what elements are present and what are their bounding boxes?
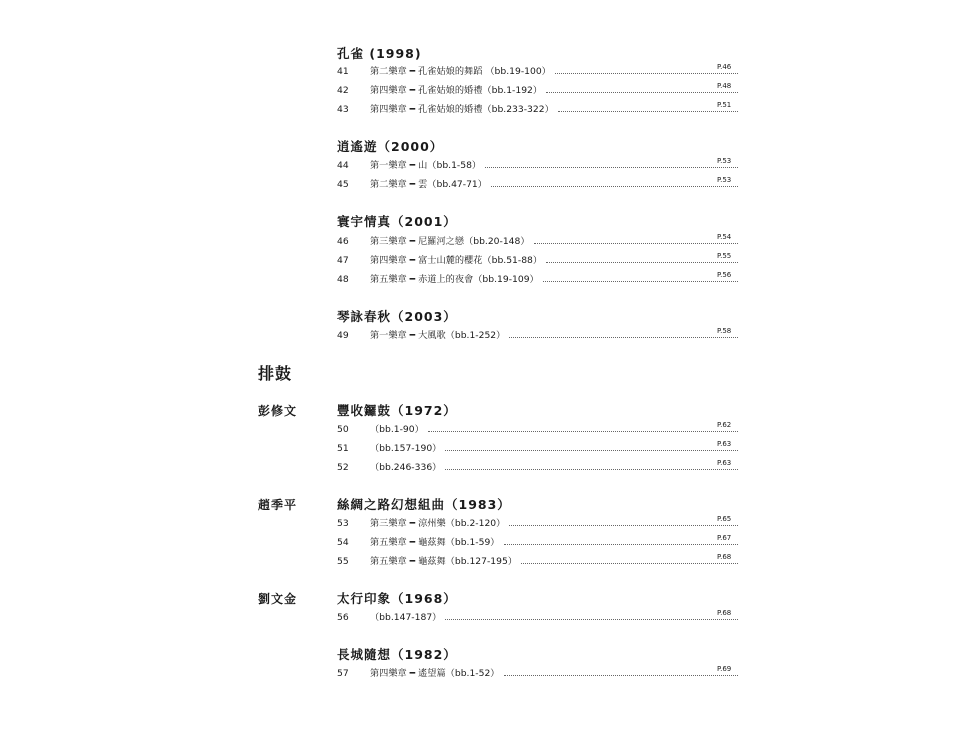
dot-leader <box>546 262 738 263</box>
page-reference: P.55 <box>717 252 732 260</box>
entry-number: 48 <box>337 274 349 285</box>
toc-entry[interactable] <box>337 159 737 172</box>
entry-label: 第三樂章 ━ 涼州樂（bb.2-120） <box>370 518 506 529</box>
page-reference: P.63 <box>717 440 732 448</box>
work-title: 逍遙遊（2000） <box>337 139 444 154</box>
toc-entry[interactable] <box>337 536 737 549</box>
composer-name: 劉文金 <box>258 592 298 606</box>
entry-label: 第二樂章 ━ 孔雀姑娘的舞蹈 （bb.19-100） <box>370 66 551 77</box>
work-title: 長城隨想（1982） <box>337 647 457 662</box>
entry-number: 41 <box>337 66 349 77</box>
section-heading: 排鼓 <box>258 364 293 383</box>
entry-label: 第一樂章 ━ 大風歌（bb.1-252） <box>370 330 506 341</box>
entry-label: 第五樂章 ━ 龜茲舞（bb.1-59） <box>370 537 500 548</box>
entry-label: 第五樂章 ━ 赤道上的夜會（bb.19-109） <box>370 274 539 285</box>
toc-entry[interactable] <box>337 273 737 286</box>
toc-entry[interactable] <box>337 254 737 267</box>
toc-entry[interactable] <box>337 423 737 436</box>
work-title: 豐收鑼鼓（1972） <box>337 403 457 418</box>
entry-label: （bb.147-187） <box>370 612 442 623</box>
entry-label: 第四樂章 ━ 孔雀姑娘的婚禮（bb.233-322） <box>370 104 554 115</box>
entry-label: （bb.157-190） <box>370 443 442 454</box>
entry-number: 52 <box>337 462 349 473</box>
page-reference: P.48 <box>717 82 732 90</box>
work-title: 孔雀 (1998) <box>337 46 422 61</box>
toc-entry[interactable] <box>337 461 737 474</box>
entry-label: 第五樂章 ━ 龜茲舞（bb.127-195） <box>370 556 518 567</box>
dot-leader <box>491 186 738 187</box>
entry-label: 第四樂章 ━ 遙望篇（bb.1-52） <box>370 668 500 679</box>
toc-entry[interactable] <box>337 235 737 248</box>
entry-label: （bb.246-336） <box>370 462 442 473</box>
page-reference: P.46 <box>717 63 732 71</box>
page-reference: P.69 <box>717 665 732 673</box>
entry-number: 50 <box>337 424 349 435</box>
entry-label: （bb.1-90） <box>370 424 424 435</box>
entry-number: 44 <box>337 160 349 171</box>
entry-number: 57 <box>337 668 349 679</box>
page-reference: P.56 <box>717 271 732 279</box>
entry-number: 53 <box>337 518 349 529</box>
dot-leader <box>555 73 738 74</box>
dot-leader <box>504 675 739 676</box>
toc-entry[interactable] <box>337 442 737 455</box>
page-reference: P.53 <box>717 157 732 165</box>
toc-entry[interactable] <box>337 84 737 97</box>
entry-number: 47 <box>337 255 349 266</box>
entry-number: 51 <box>337 443 349 454</box>
composer-name: 趙季平 <box>258 498 298 512</box>
dot-leader <box>504 544 739 545</box>
dot-leader <box>509 525 738 526</box>
page-reference: P.58 <box>717 327 732 335</box>
entry-number: 42 <box>337 85 349 96</box>
dot-leader <box>543 281 738 282</box>
dot-leader <box>546 92 738 93</box>
entry-number: 54 <box>337 537 349 548</box>
work-title: 寰宇情真（2001） <box>337 214 457 229</box>
entry-label: 第一樂章 ━ 山（bb.1-58） <box>370 160 482 171</box>
dot-leader <box>428 431 738 432</box>
work-title: 絲綢之路幻想組曲（1983） <box>337 497 511 512</box>
toc-entry[interactable] <box>337 611 737 624</box>
entry-number: 46 <box>337 236 349 247</box>
dot-leader <box>558 111 738 112</box>
entry-number: 43 <box>337 104 349 115</box>
dot-leader <box>534 243 738 244</box>
entry-number: 56 <box>337 612 349 623</box>
dot-leader <box>445 469 738 470</box>
dot-leader <box>445 619 738 620</box>
entry-label: 第三樂章 ━ 尼羅河之戀（bb.20-148） <box>370 236 530 247</box>
toc-entry[interactable] <box>337 555 737 568</box>
toc-entry[interactable] <box>337 667 737 680</box>
page-reference: P.54 <box>717 233 732 241</box>
toc-entry[interactable] <box>337 65 737 78</box>
work-title: 太行印象（1968） <box>337 591 457 606</box>
entry-label: 第二樂章 ━ 雲（bb.47-71） <box>370 179 487 190</box>
toc-entry[interactable] <box>337 517 737 530</box>
toc-entry[interactable] <box>337 103 737 116</box>
toc-entry[interactable] <box>337 329 737 342</box>
dot-leader <box>485 167 738 168</box>
page-reference: P.67 <box>717 534 732 542</box>
toc-entry[interactable] <box>337 178 737 191</box>
entry-label: 第四樂章 ━ 孔雀姑娘的婚禮（bb.1-192） <box>370 85 543 96</box>
dot-leader <box>509 337 738 338</box>
page-reference: P.63 <box>717 459 732 467</box>
page-reference: P.53 <box>717 176 732 184</box>
composer-name: 彭修文 <box>258 404 298 418</box>
dot-leader <box>445 450 738 451</box>
page-reference: P.68 <box>717 553 732 561</box>
page-reference: P.62 <box>717 421 732 429</box>
page-reference: P.68 <box>717 609 732 617</box>
page-reference: P.51 <box>717 101 732 109</box>
entry-number: 49 <box>337 330 349 341</box>
entry-label: 第四樂章 ━ 富士山麓的櫻花（bb.51-88） <box>370 255 543 266</box>
entry-number: 45 <box>337 179 349 190</box>
entry-number: 55 <box>337 556 349 567</box>
work-title: 琴詠春秋（2003） <box>337 309 457 324</box>
page-reference: P.65 <box>717 515 732 523</box>
dot-leader <box>521 563 738 564</box>
